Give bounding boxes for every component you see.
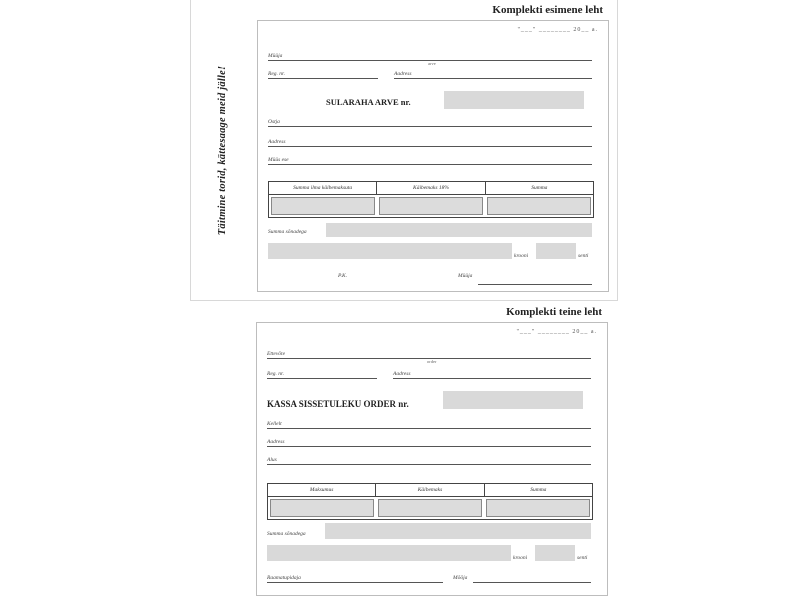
- column-header: Summa: [530, 487, 547, 493]
- amount-cell[interactable]: [271, 197, 375, 215]
- vat-cell[interactable]: [379, 197, 483, 215]
- column-header: Maksumus: [268, 484, 376, 496]
- buyer-address-field[interactable]: Aadress: [268, 135, 592, 147]
- column-header: Summa ilma käibemaksuta: [269, 182, 377, 194]
- stamp-label: P.K.: [338, 273, 348, 279]
- sent-box[interactable]: [536, 243, 576, 259]
- company-field[interactable]: Ettevõte: [267, 347, 591, 359]
- date-field[interactable]: "___" ________ 20__ a.: [517, 27, 598, 33]
- address-field[interactable]: Aadress: [393, 367, 591, 379]
- column-header: Summa: [531, 185, 548, 191]
- sign-label: Mõõja: [453, 575, 468, 581]
- item-field[interactable]: Müüs ese: [268, 153, 592, 165]
- sign-label: Müüja: [458, 273, 473, 279]
- sum-words-box[interactable]: [326, 223, 592, 237]
- seller-field[interactable]: Müüja: [268, 49, 592, 61]
- amount-table: [268, 181, 594, 218]
- invoice-number-box[interactable]: [444, 91, 584, 109]
- sign-field[interactable]: [478, 273, 592, 285]
- sign-field[interactable]: [473, 571, 591, 583]
- reg-nr-field[interactable]: Reg. nr.: [267, 367, 377, 379]
- sent-box[interactable]: [535, 545, 575, 561]
- sum-words-label: Summa sõnadega: [268, 229, 307, 235]
- sum-words-label: Summa sõnadega: [267, 531, 306, 537]
- sum-words-box[interactable]: [325, 523, 591, 539]
- order-number-box[interactable]: [443, 391, 583, 409]
- kroon-label: krooni: [513, 555, 528, 561]
- column-header: Käibemaks: [376, 484, 484, 496]
- sent-label: senti: [578, 253, 589, 259]
- doc-title: KASSA SISSETULEKU ORDER nr.: [267, 399, 409, 409]
- buyer-field[interactable]: Ostja: [268, 115, 592, 127]
- basis-field[interactable]: Alus: [267, 453, 591, 465]
- second-sheet: [190, 302, 616, 600]
- date-field[interactable]: "___" ________ 20__ a.: [516, 329, 597, 335]
- address-field[interactable]: Aadress: [394, 67, 592, 79]
- cash-receipt-order-form: [256, 322, 608, 596]
- sheet-title: Komplekti teine leht: [506, 306, 602, 318]
- amount-cell[interactable]: [270, 499, 374, 517]
- cashier-field[interactable]: Raamatupidaja: [267, 571, 443, 583]
- vertical-note: Täitmine torid, kättesaage meid jälle!: [217, 65, 229, 235]
- sent-label: senti: [577, 555, 588, 561]
- sum-cell[interactable]: [486, 499, 590, 517]
- reg-nr-field[interactable]: Reg. nr.: [268, 67, 378, 79]
- kroon-label: krooni: [514, 253, 529, 259]
- sheet-title: Komplekti esimene leht: [492, 4, 603, 16]
- vat-cell[interactable]: [378, 499, 482, 517]
- payer-address-field[interactable]: Aadress: [267, 435, 591, 447]
- sum-words-box-2[interactable]: [268, 243, 512, 259]
- amount-table: [267, 483, 593, 520]
- sum-words-box-2[interactable]: [267, 545, 511, 561]
- cash-invoice-form: [257, 20, 609, 292]
- mid-mark: order: [427, 359, 437, 364]
- first-sheet: [190, 0, 618, 301]
- mid-mark: arve: [428, 61, 436, 66]
- payer-field[interactable]: Kellelt: [267, 417, 591, 429]
- column-header: Käibemaks 18%: [377, 182, 485, 194]
- sum-cell[interactable]: [487, 197, 591, 215]
- doc-title: SULARAHA ARVE nr.: [326, 97, 411, 107]
